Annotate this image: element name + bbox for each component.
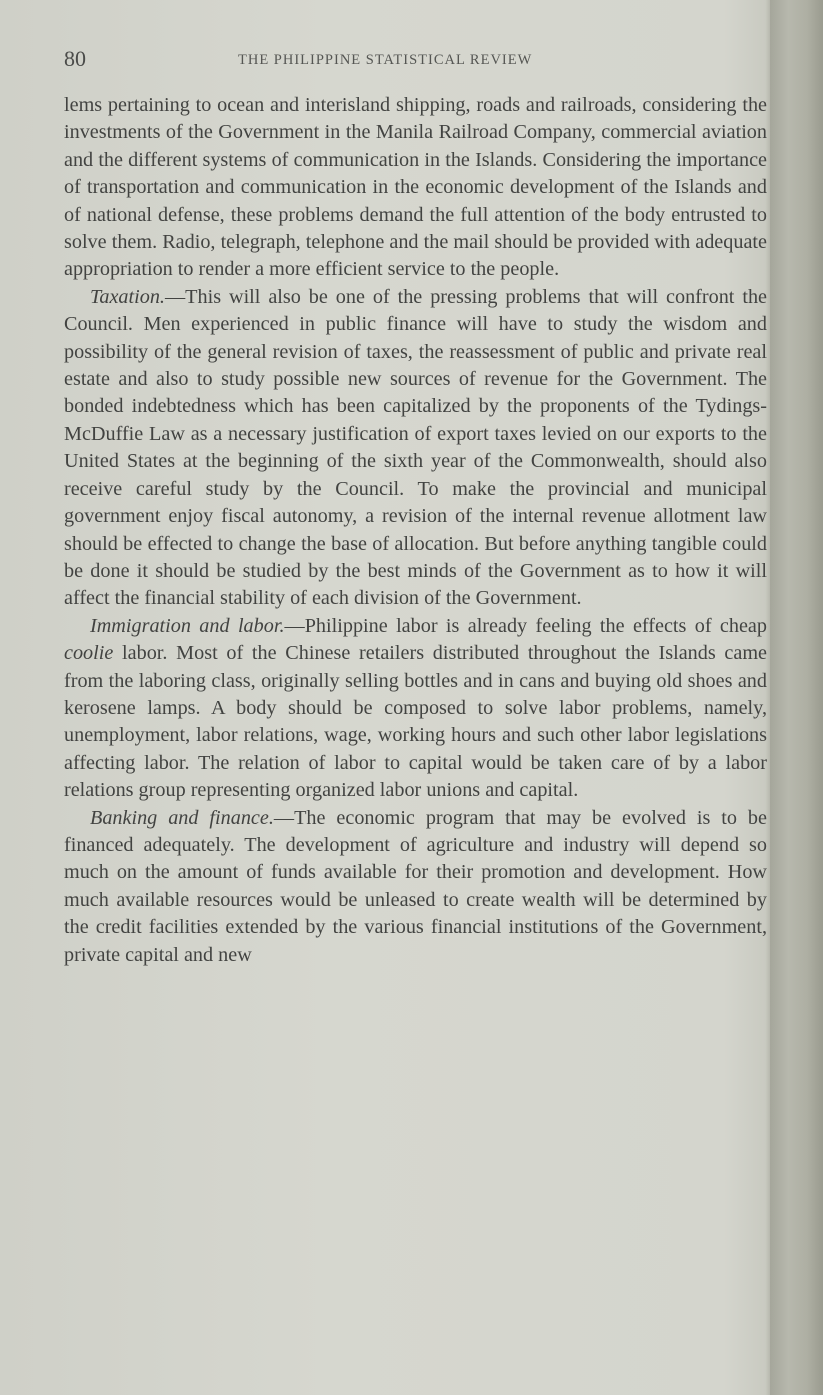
section-heading-banking-finance: Banking and finance. [90, 806, 274, 829]
running-head: THE PHILIPPINE STATISTICAL REVIEW [238, 52, 533, 68]
section-heading-immigration-labor: Immigration and labor. [90, 614, 285, 637]
page-header [64, 46, 764, 76]
section-heading-taxation: Taxation. [90, 285, 165, 308]
paragraph-text: lems pertaining to ocean and interisland shipping, roads and railroads, considering the investments of the Government in the Manila Railroad Company, commercial aviation and the different systems of communication in the Islands. Considering the importance of transportation and communication in the economic development of the Islands and of national defense, these problems demand the full attention of the body entrusted to solve them. Radio, telegraph, telephone and the mail should be provided with adequate appropriation to render a more efficient service to the people. [64, 94, 767, 281]
paragraph-immigration-labor [64, 613, 767, 805]
paragraph-taxation [64, 284, 767, 613]
paragraph-text: —Philippine labor is already feeling the effects of cheap [284, 614, 767, 637]
paragraph-text: labor. Most of the Chinese retailers distributed throughout the Islands came from the laboring class, originally selling bottles and in cans and buying old shoes and kerosene lamps. A body should be composed to solve labor problems, namely, unemployment, labor relations, wage, working hours and such other labor legislations affecting labor. The relation of labor to capital would be taken care of by a labor relations group representing organized labor unions and capital. [64, 642, 767, 802]
page-number: 80 [64, 46, 86, 71]
paragraph-text: —This will also be one of the pressing problems that will confront the Council. Men experienced in public finance will have to study the wisdom and possibility of the general revision of taxes, the reassessment of public and private real estate and also to study possible new sources of revenue for the Government. The bonded indebtedness which has been capitalized by the proponents of the Tydings-McDuffie Law as a necessary justification of export taxes levied on our exports to the United States at the beginning of the sixth year of the Commonwealth, should also receive careful study by the Council. To make the provincial and municipal government enjoy fiscal autonomy, a revision of the internal revenue allotment law should be effected to change the base of allocation. But before anything tangible could be done it should be studied by the best minds of the Government as to how it will affect the financial stability of each division of the Government. [64, 285, 767, 610]
body-text [64, 92, 767, 969]
book-spine-shadow [770, 0, 823, 1395]
paragraph-text: —The economic program that may be evolved is to be financed adequately. The development of agriculture and industry will depend so much on the amount of funds available for their promotion and development. How much available resources would be unleased to create wealth will be determined by the credit facilities extended by the various financial institutions of the Government, private capital and new [64, 806, 767, 966]
italic-term-coolie: coolie [64, 642, 114, 665]
paragraph-transportation [64, 92, 767, 284]
paragraph-banking-finance [64, 805, 767, 969]
